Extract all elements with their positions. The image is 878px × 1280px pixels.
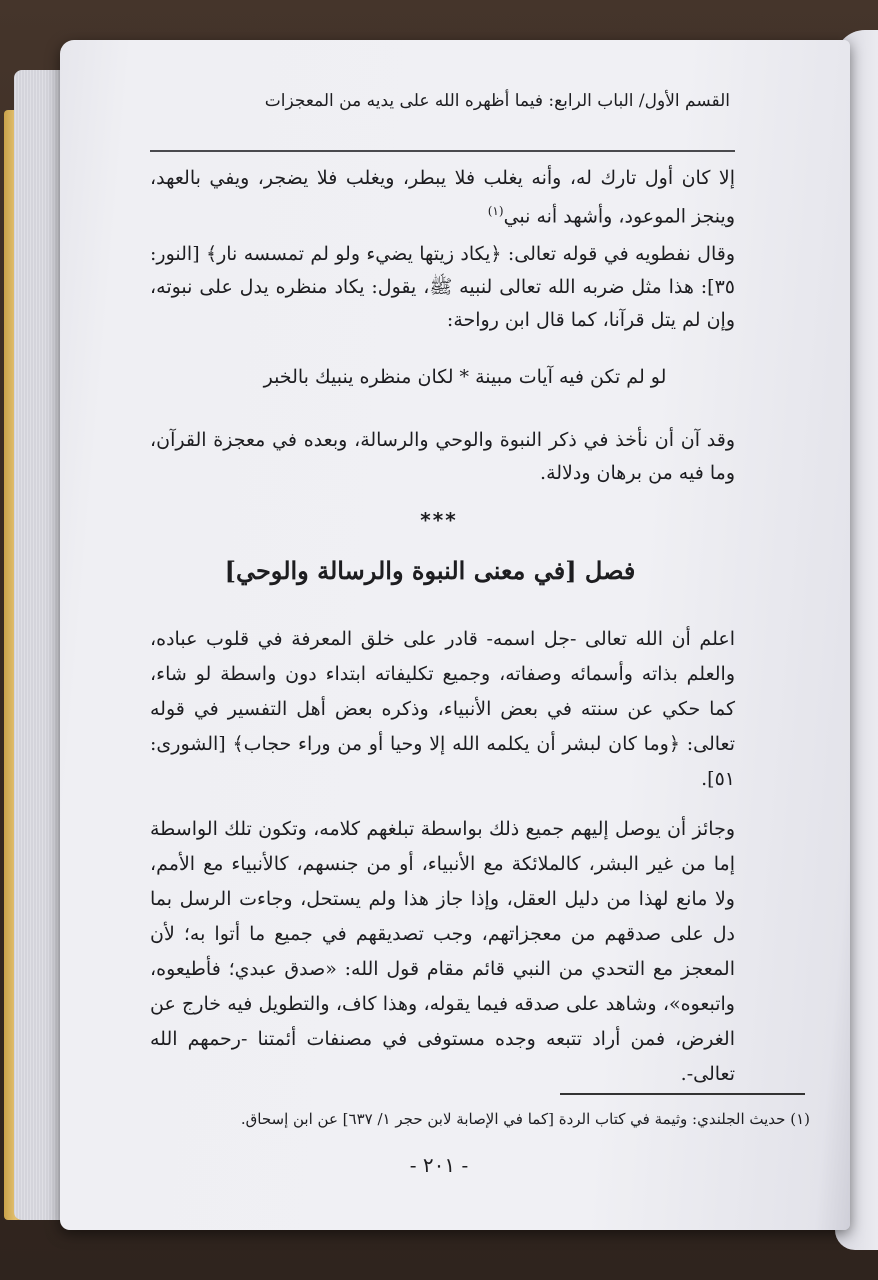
footnote-marker: (١) — [487, 204, 504, 218]
header-divider — [150, 150, 735, 152]
paragraph-2: وقال نفطويه في قوله تعالى: ﴿يكاد زيتها يضيء ولو لم تمسسه نار﴾ [النور: ٣٥]: هذا مثل ضربه الله تعالى لنبيه ﷺ، يقول: يكاد منظره يدل على نبوته، وإن لم يتل قرآنا، كما قال ابن رواحة: — [150, 243, 735, 331]
chapter-title: فصل [في معنى النبوة والرسالة والوحي] — [224, 556, 636, 585]
paragraph-5: وجائز أن يوصل إليهم جميع ذلك بواسطة تبلغهم كلامه، وتكون تلك الواسطة إما من غير البشر، كالملائكة مع الأنبياء، أو من جنسهم، كالأنبياء مع الأمم، ولا مانع لهذا من دليل العقل، وإذا جاز هذا ولم يستحل، وجاءت الرسل بما دل على صدقهم من معجزاتهم، وجب تصديقهم في جميع ما أتوا به؛ لأن المعجز مع التحدي من النبي قائم مقام قول الله: «صدق عبدي؛ فأطيعوه، واتبعوه»، وشاهد على صدقه فيما يقوله، وهذا كاف، والتطويل فيه خارج عن الغرض، فمن أراد تتبعه وجده مستوفى في مصنفات أئمتنا -رحمهم الله تعالى-. — [150, 818, 735, 1085]
footnote-divider — [560, 1093, 805, 1095]
page-number: - ٢٠١ - — [409, 1153, 469, 1177]
running-header: القسم الأول/ الباب الرابع: فيما أظهره الله على يديه من المعجزات — [264, 91, 730, 111]
footnote: (١) حديث الجلندي: وثيمة في كتاب الردة [كما في الإصابة لابن حجر ١/ ٦٣٧] عن ابن إسحاق. — [240, 1110, 810, 1128]
section-separator: *** — [420, 508, 458, 532]
paragraph-4: اعلم أن الله تعالى -جل اسمه- قادر على خلق المعرفة في قلوب عباده، والعلم بذاته وأسمائه وصفاته، وجميع تكليفاته ابتداء دون واسطة لو شاء، كما حكي عن سنته في بعض الأنبياء، وذكره بعض أهل التفسير في قوله تعالى: ﴿وما كان لبشر أن يكلمه الله إلا وحيا أو من وراء حجاب﴾ [الشورى: ٥١]. — [150, 628, 735, 790]
paragraph-1 — [150, 162, 735, 233]
paragraph-3: وقد آن أن نأخذ في ذكر النبوة والوحي والرسالة، وبعده في معجزة القرآن، وما فيه من برهان ودلالة. — [150, 429, 735, 484]
paragraph-1-text: إلا كان أول تارك له، وأنه يغلب فلا يبطر، ويغلب فلا يضجر، ويفي بالعهد، وينجز الموعود، وأشهد أنه نبي — [150, 167, 735, 228]
poem-verse: لو لم تكن فيه آيات مبينة * لكان منظره ينبيك بالخبر — [263, 366, 667, 388]
